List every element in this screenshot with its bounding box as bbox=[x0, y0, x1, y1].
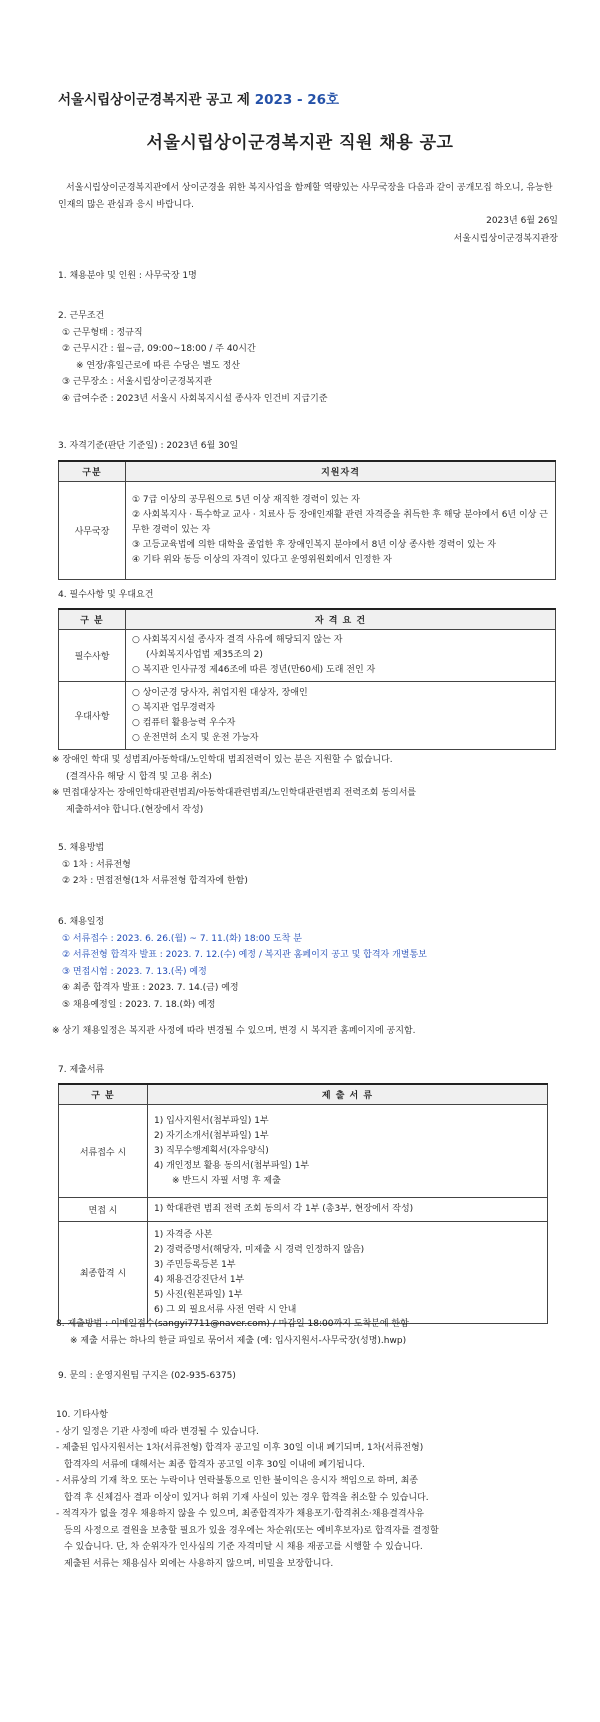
section-1 bbox=[58, 268, 197, 285]
submission-note: ※ 제출 서류는 하나의 한글 파일로 묶어서 제출 (예: 입사지원서-사무국장(성명).hwp) bbox=[70, 1335, 407, 1346]
misc-line: - 제출된 입사지원서는 1차(서류전형) 합격자 공고일 이후 30일 이내 폐기되며, 1차(서류전형) bbox=[56, 1443, 424, 1453]
document-item: ※ 반드시 자필 서명 후 제출 bbox=[172, 1175, 281, 1186]
notice-number-value: 2023 - 26호 bbox=[254, 92, 340, 108]
intro-paragraph: 서울시립상이군경복지관에서 상이군경을 위한 복지사업을 함께할 역량있는 사무국장을 다음과 같이 공개모집 하오니, 유능한 인재의 많은 관심과 응시 바랍니다. bbox=[58, 183, 553, 210]
schedule-item: ④ 최종 합격자 발표 : 2023. 7. 14.(금) 예정 bbox=[62, 983, 239, 994]
schedule-item: ① 서류접수 : 2023. 6. 26.(월) ~ 7. 11.(화) 18:00 도착 분 bbox=[62, 933, 302, 944]
section-10 bbox=[56, 1407, 566, 1572]
schedule-note: ※ 상기 채용일정은 복지관 사정에 따라 변경될 수 있으며, 변경 시 복지관 홈페이지에 공지함. bbox=[52, 1026, 416, 1036]
qualification-item: ③ 고등교육법에 의한 대학을 졸업한 후 장애인복지 분야에서 8년 이상 종사한 경력이 있는 자 bbox=[132, 540, 496, 550]
misc-line: 등의 사정으로 결원을 보충할 필요가 있을 경우에는 차순위(또는 예비후보자)로 합격자를 결정할 bbox=[64, 1525, 439, 1536]
misc-line: - 상기 일정은 기관 사정에 따라 변경될 수 있습니다. bbox=[56, 1426, 259, 1437]
col-category: 구 분 bbox=[59, 609, 126, 630]
category-cell: 사무국장 bbox=[59, 482, 126, 580]
misc-line: 수 있습니다. 단, 차 순위자가 인사심의 기준 자격미달 시 채용 재공고를 시행할 수 있습니다. bbox=[64, 1542, 423, 1552]
section-6-title: 6. 채용일정 bbox=[58, 917, 105, 927]
preferred-item: ○ 컴퓨터 활용능력 우수자 bbox=[132, 717, 236, 728]
misc-line: 합격 후 신체검사 결과 이상이 있거나 허위 기재 사실이 있는 경우 합격을 취소할 수 있습니다. bbox=[64, 1492, 429, 1503]
notice-number bbox=[58, 88, 339, 108]
preferred-item: ○ 복지관 업무경력자 bbox=[132, 702, 216, 713]
required-list bbox=[126, 630, 556, 682]
section-10-title: 10. 기타사항 bbox=[56, 1410, 108, 1420]
stage-label: 면접 시 bbox=[59, 1198, 148, 1222]
col-requirements: 자 격 요 건 bbox=[126, 609, 556, 630]
contact-info: 9. 문의 : 운영지원팀 구지은 (02-935-6375) bbox=[58, 1371, 236, 1381]
section-3 bbox=[58, 438, 238, 455]
section-2-title: 2. 근무조건 bbox=[58, 311, 105, 321]
note-line: 제출하셔야 합니다.(현장에서 작성) bbox=[66, 804, 204, 815]
required-item: ○ 사회복지시설 종사자 결격 사유에 해당되지 않는 자 bbox=[132, 635, 343, 645]
schedule-item: ② 서류전형 합격자 발표 : 2023. 7. 12.(수) 예정 / 복지관 홈페이지 공고 및 합격자 개별통보 bbox=[62, 950, 427, 961]
documents-list bbox=[148, 1105, 548, 1198]
preferred-item: ○ 상이군경 당사자, 취업지원 대상자, 장애인 bbox=[132, 687, 308, 698]
qualification-item: ④ 기타 위와 동등 이상의 자격이 있다고 운영위원회에서 인정한 자 bbox=[132, 555, 392, 565]
schedule-item: ⑤ 채용예정일 : 2023. 7. 18.(화) 예정 bbox=[62, 999, 216, 1010]
section-1-title: 1. 채용분야 및 인원 : 사무국장 1명 bbox=[58, 271, 197, 281]
required-label: 필수사항 bbox=[59, 630, 126, 682]
section-8-title: 8. 제출방법 : 이메일접수(sangyi7711@naver.com) / 마감일 18:00까지 도착분에 한함 bbox=[56, 1319, 409, 1329]
stage-label: 서류접수 시 bbox=[59, 1105, 148, 1198]
note-line: ※ 장애인 학대 및 성범죄/아동학대/노인학대 범죄전력이 있는 분은 지원할 수 없습니다. bbox=[52, 755, 393, 765]
document-item: 3) 주민등록등본 1부 bbox=[154, 1259, 236, 1270]
section-9 bbox=[58, 1368, 236, 1385]
documents-list bbox=[148, 1198, 548, 1222]
qualification-item: ① 7급 이상의 공무원으로 5년 이상 재직한 경력이 있는 자 bbox=[132, 495, 360, 505]
misc-line: 합격자의 서류에 대해서는 최종 합격자 공고일 이후 30일 이내에 폐기됩니다. bbox=[64, 1459, 365, 1470]
qualification-table bbox=[58, 460, 556, 580]
notice-prefix: 서울시립상이군경복지관 공고 제 bbox=[58, 92, 255, 108]
section-4-title: 4. 필수사항 및 우대요건 bbox=[58, 590, 154, 600]
section-7-title: 7. 제출서류 bbox=[58, 1065, 105, 1075]
section-4-notes bbox=[52, 752, 562, 818]
col-stage: 구 분 bbox=[59, 1084, 148, 1105]
work-hours: ② 근무시간 : 월~금, 09:00~18:00 / 주 40시간 bbox=[62, 344, 256, 355]
method-step: ① 1차 : 서류전형 bbox=[62, 859, 131, 870]
misc-line: 제출된 서류는 채용심사 외에는 사용하지 않으며, 비밀을 보장합니다. bbox=[64, 1558, 334, 1569]
section-5-title: 5. 채용방법 bbox=[58, 843, 105, 853]
col-qualification: 지원자격 bbox=[126, 461, 556, 482]
requirements-table bbox=[58, 608, 556, 750]
document-item: 5) 사진(원본파일) 1부 bbox=[154, 1289, 243, 1300]
work-type: ① 근무형태 : 정규직 bbox=[62, 327, 143, 338]
note-line: ※ 면접대상자는 장애인학대관련범죄/아동학대관련범죄/노인학대관련범죄 전력조회 동의서를 bbox=[52, 788, 417, 798]
documents-list bbox=[148, 1222, 548, 1324]
note-line: (결격사유 해당 시 합격 및 고용 취소) bbox=[66, 771, 212, 782]
document-item: 1) 자격증 사본 bbox=[154, 1229, 213, 1240]
document-item: 2) 경력증명서(해당자, 미제출 시 경력 인정하지 않음) bbox=[154, 1244, 365, 1255]
preferred-list bbox=[126, 682, 556, 750]
document-item: 3) 직무수행계획서(자유양식) bbox=[154, 1145, 269, 1156]
section-2 bbox=[58, 308, 328, 408]
documents-table bbox=[58, 1083, 548, 1324]
preferred-item: ○ 운전면허 소지 및 운전 가능자 bbox=[132, 732, 259, 743]
section-3-title: 3. 자격기준(판단 기준일) : 2023년 6월 30일 bbox=[58, 441, 239, 451]
section-6 bbox=[58, 914, 427, 1014]
document-item: 4) 채용건강진단서 1부 bbox=[154, 1274, 245, 1285]
section-4 bbox=[58, 587, 153, 604]
misc-line: - 서류상의 기재 착오 또는 누락이나 연락불통으로 인한 불이익은 응시자 책임으로 하며, 최종 bbox=[56, 1476, 419, 1486]
qualification-item: ② 사회복지사 · 특수학교 교사 · 치료사 등 장애인재활 관련 자격증을 취득한 후 해당 분야에서 6년 이상 근무한 경력이 있는 자 bbox=[132, 510, 548, 535]
document-item: 1) 입사지원서(첨부파일) 1부 bbox=[154, 1115, 269, 1126]
issuer: 서울시립상이군경복지관장 bbox=[453, 234, 558, 244]
work-place: ③ 근무장소 : 서울시립상이군경복지관 bbox=[62, 377, 213, 388]
col-category: 구분 bbox=[59, 461, 126, 482]
document-item: 1) 학대관련 범죄 전력 조회 동의서 각 1부 (총3부, 현장에서 작성) bbox=[154, 1204, 414, 1214]
qualification-list bbox=[126, 482, 556, 580]
required-item: ○ 복지관 인사규정 제46조에 따른 정년(만60세) 도래 전인 자 bbox=[132, 665, 376, 675]
document-item: 6) 그 외 필요서류 사전 연락 시 안내 bbox=[154, 1304, 297, 1315]
section-5 bbox=[58, 840, 248, 890]
page-title: 서울시립상이군경복지관 직원 채용 공고 bbox=[146, 133, 454, 153]
overtime-note: ※ 연장/휴일근로에 따른 수당은 별도 정산 bbox=[76, 360, 240, 371]
section-7 bbox=[58, 1062, 104, 1079]
stage-label: 최종합격 시 bbox=[59, 1222, 148, 1324]
notice-date: 2023년 6월 26일 bbox=[486, 216, 558, 226]
misc-line: - 적격자가 없을 경우 채용하지 않을 수 있으며, 최종합격자가 채용포기·합격취소·채용결격사유 bbox=[56, 1509, 424, 1519]
method-step: ② 2차 : 면접전형(1차 서류전형 합격자에 한함) bbox=[62, 876, 248, 887]
section-8 bbox=[56, 1316, 566, 1349]
preferred-label: 우대사항 bbox=[59, 682, 126, 750]
required-item: (사회복지사업법 제35조의 2) bbox=[146, 650, 263, 660]
schedule-item: ③ 면접시험 : 2023. 7. 13.(목) 예정 bbox=[62, 966, 207, 977]
document-item: 4) 개인정보 활용 동의서(첨부파일) 1부 bbox=[154, 1160, 310, 1171]
col-documents: 제 출 서 류 bbox=[148, 1084, 548, 1105]
salary-level: ④ 급여수준 : 2023년 서울시 사회복지시설 종사자 인건비 지급기준 bbox=[62, 393, 328, 404]
document-item: 2) 자기소개서(첨부파일) 1부 bbox=[154, 1130, 269, 1141]
